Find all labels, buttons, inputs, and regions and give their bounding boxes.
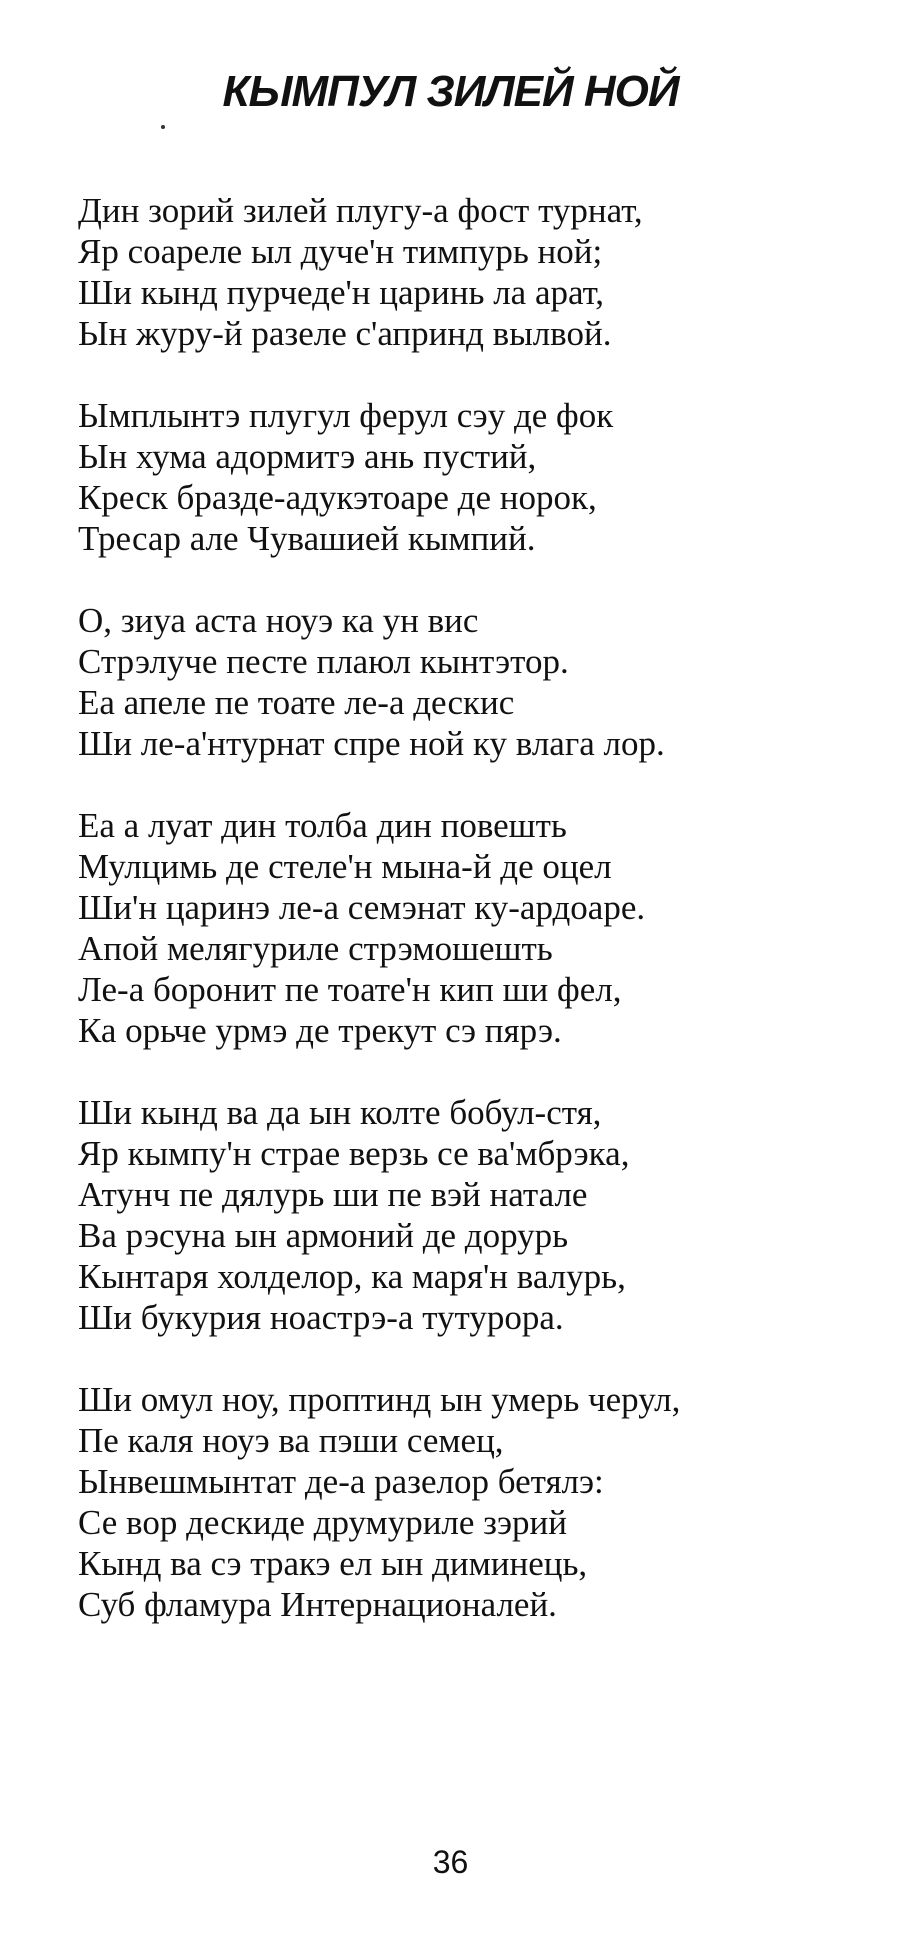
verse-line: Ши кынд пурчеде'н царинь ла арат, xyxy=(78,273,605,312)
verse-line: Тресар але Чувашией кымпий. xyxy=(78,519,536,558)
verse-line: Креск бразде-адукэтоаре де норок, xyxy=(78,478,597,517)
verse-line: Ын хума адормитэ ань пустий, xyxy=(78,437,537,476)
verse-line: Мулцимь де стеле'н мына-й де оцел xyxy=(78,847,612,886)
stanza-1 xyxy=(78,190,888,354)
verse-line: Атунч пе дялурь ши пе вэй натале xyxy=(78,1175,588,1214)
verse-line: Ынвешмынтат де-а разелор бетялэ: xyxy=(78,1462,604,1501)
verse-line: Кынтаря холделор, ка маря'н валурь, xyxy=(78,1257,626,1296)
stanza-2 xyxy=(78,395,888,559)
verse-line: Ши кынд ва да ын колте бобул-стя, xyxy=(78,1093,602,1132)
verse-line: Яр кымпу'н страе верзь се ва'мбрэка, xyxy=(78,1134,630,1173)
verse-line: Ка орьче урмэ де трекут сэ пярэ. xyxy=(78,1011,562,1050)
poem-title: КЫМПУЛ ЗИЛЕЙ НОЙ xyxy=(222,67,679,116)
verse-line: Ши'н царинэ ле-а семэнат ку-ардоаре. xyxy=(78,888,646,927)
verse-line: Ын журу-й разеле с'апринд вылвой. xyxy=(78,314,612,353)
verse-line: Суб фламура Интернационалей. xyxy=(78,1585,557,1624)
verse-line: Ши ле-а'нтурнат спре ной ку влага лор. xyxy=(78,724,665,763)
verse-line: Дин зорий зилей плугу-а фост турнат, xyxy=(78,191,643,230)
verse-line: Кынд ва сэ тракэ ел ын диминець, xyxy=(78,1544,588,1583)
page-number: 36 xyxy=(432,1844,469,1880)
verse-line: Еа а луат дин толба дин повешть xyxy=(78,806,567,845)
stanza-5 xyxy=(78,1092,888,1338)
verse-line: О, зиуа аста ноуэ ка ун вис xyxy=(78,601,479,640)
verse-line: Ши омул ноу, проптинд ын умерь черул, xyxy=(78,1380,681,1419)
verse-line: Стрэлуче песте плаюл кынтэтор. xyxy=(78,642,569,681)
stanza-6 xyxy=(78,1379,888,1625)
verse-line: Пе каля ноуэ ва пэши семец, xyxy=(78,1421,504,1460)
verse-line: Ва рэсуна ын армоний де дорурь xyxy=(78,1216,569,1255)
verse-line: Апой мелягуриле стрэмошешть xyxy=(78,929,553,968)
stanza-3 xyxy=(78,600,888,764)
verse-line: Се вор дескиде друмуриле зэрий xyxy=(78,1503,567,1542)
print-speck xyxy=(161,125,165,129)
verse-line: Ши букурия ноастрэ-а тутурора. xyxy=(78,1298,564,1337)
verse-line: Яр соареле ыл дуче'н тимпурь ной; xyxy=(78,232,603,271)
verse-line: Еа апеле пе тоате ле-а дескис xyxy=(78,683,515,722)
stanza-4 xyxy=(78,805,888,1051)
verse-line: Ымплынтэ плугул ферул сэу де фок xyxy=(78,396,614,435)
verse-line: Ле-а боронит пе тоате'н кип ши фел, xyxy=(78,970,622,1009)
poem-body xyxy=(78,190,888,1666)
